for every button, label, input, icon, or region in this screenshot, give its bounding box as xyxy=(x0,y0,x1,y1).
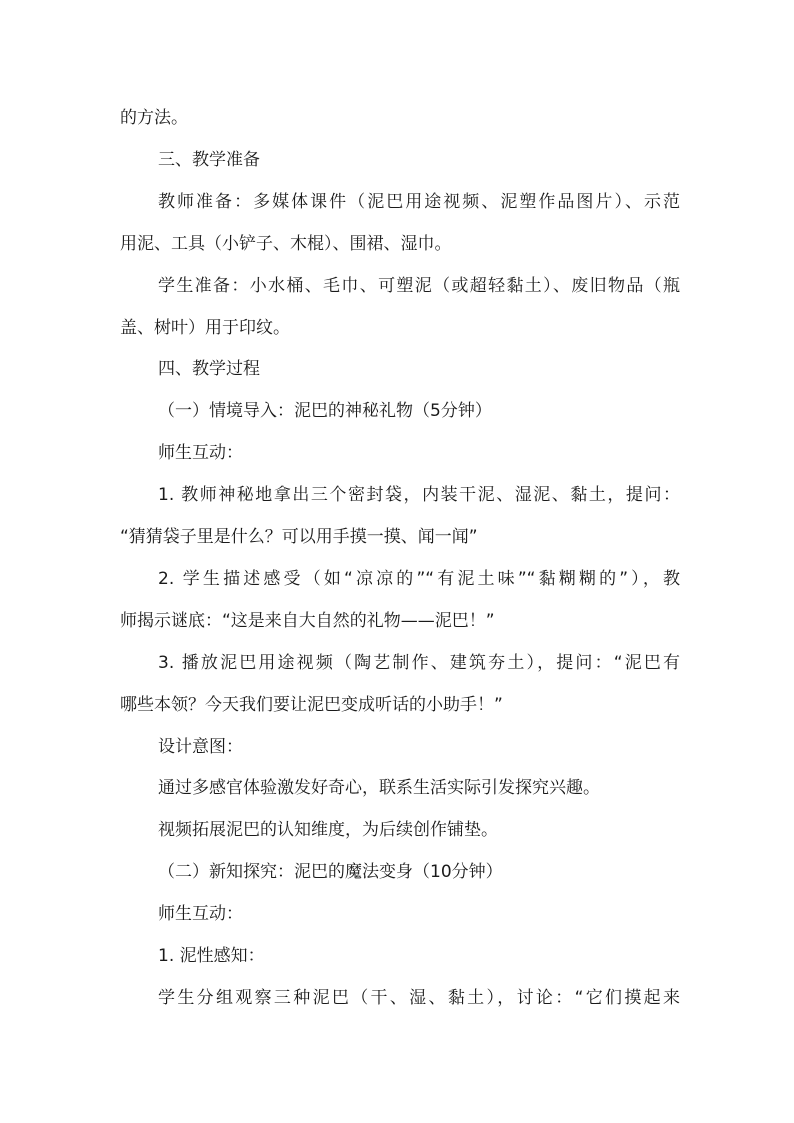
text-line: 师生互动： xyxy=(158,904,243,924)
section-heading: 四、教学过程 xyxy=(158,359,260,379)
text-line: 教师准备：多媒体课件（泥巴用途视频、泥塑作品图片）、示范 xyxy=(158,192,680,212)
text-line: “猜猜袋子里是什么？可以用手摸一摸、闻一闻” xyxy=(120,527,478,547)
subsection-heading: （二）新知探究：泥巴的魔法变身（10分钟） xyxy=(158,862,503,882)
subsection-heading: （一）情境导入：泥巴的神秘礼物（5分钟） xyxy=(158,401,492,421)
text-line: 通过多感官体验激发好奇心，联系生活实际引发探究兴趣。 xyxy=(158,778,600,798)
text-line: 3. 播放泥巴用途视频（陶艺制作、建筑夯土），提问：“泥巴有 xyxy=(158,653,680,673)
text-line: 学生分组观察三种泥巴（干、湿、黏土），讨论：“它们摸起来 xyxy=(158,988,680,1008)
text-line: 学生准备：小水桶、毛巾、可塑泥（或超轻黏土）、废旧物品（瓶 xyxy=(158,276,680,296)
text-line: 1. 泥性感知： xyxy=(158,946,265,966)
text-line: 盖、树叶）用于印纹。 xyxy=(120,318,290,338)
text-line: 视频拓展泥巴的认知维度，为后续创作铺垫。 xyxy=(158,820,498,840)
text-line: 哪些本领？今天我们要让泥巴变成听话的小助手！” xyxy=(120,695,503,715)
text-line: 1. 教师神秘地拿出三个密封袋，内装干泥、湿泥、黏土，提问： xyxy=(158,485,680,505)
text-line: 用泥、工具（小铲子、木棍）、围裙、湿巾。 xyxy=(120,234,452,254)
text-line: 的方法。 xyxy=(120,108,188,128)
text-line: 师生互动： xyxy=(158,443,243,463)
section-heading: 三、教学准备 xyxy=(158,150,260,170)
text-line: 2. 学生描述感受（如“凉凉的”“有泥土味”“黏糊糊的”），教 xyxy=(158,569,680,589)
text-line: 师揭示谜底：“这是来自大自然的礼物——泥巴！” xyxy=(120,611,495,631)
text-line: 设计意图： xyxy=(158,737,243,757)
